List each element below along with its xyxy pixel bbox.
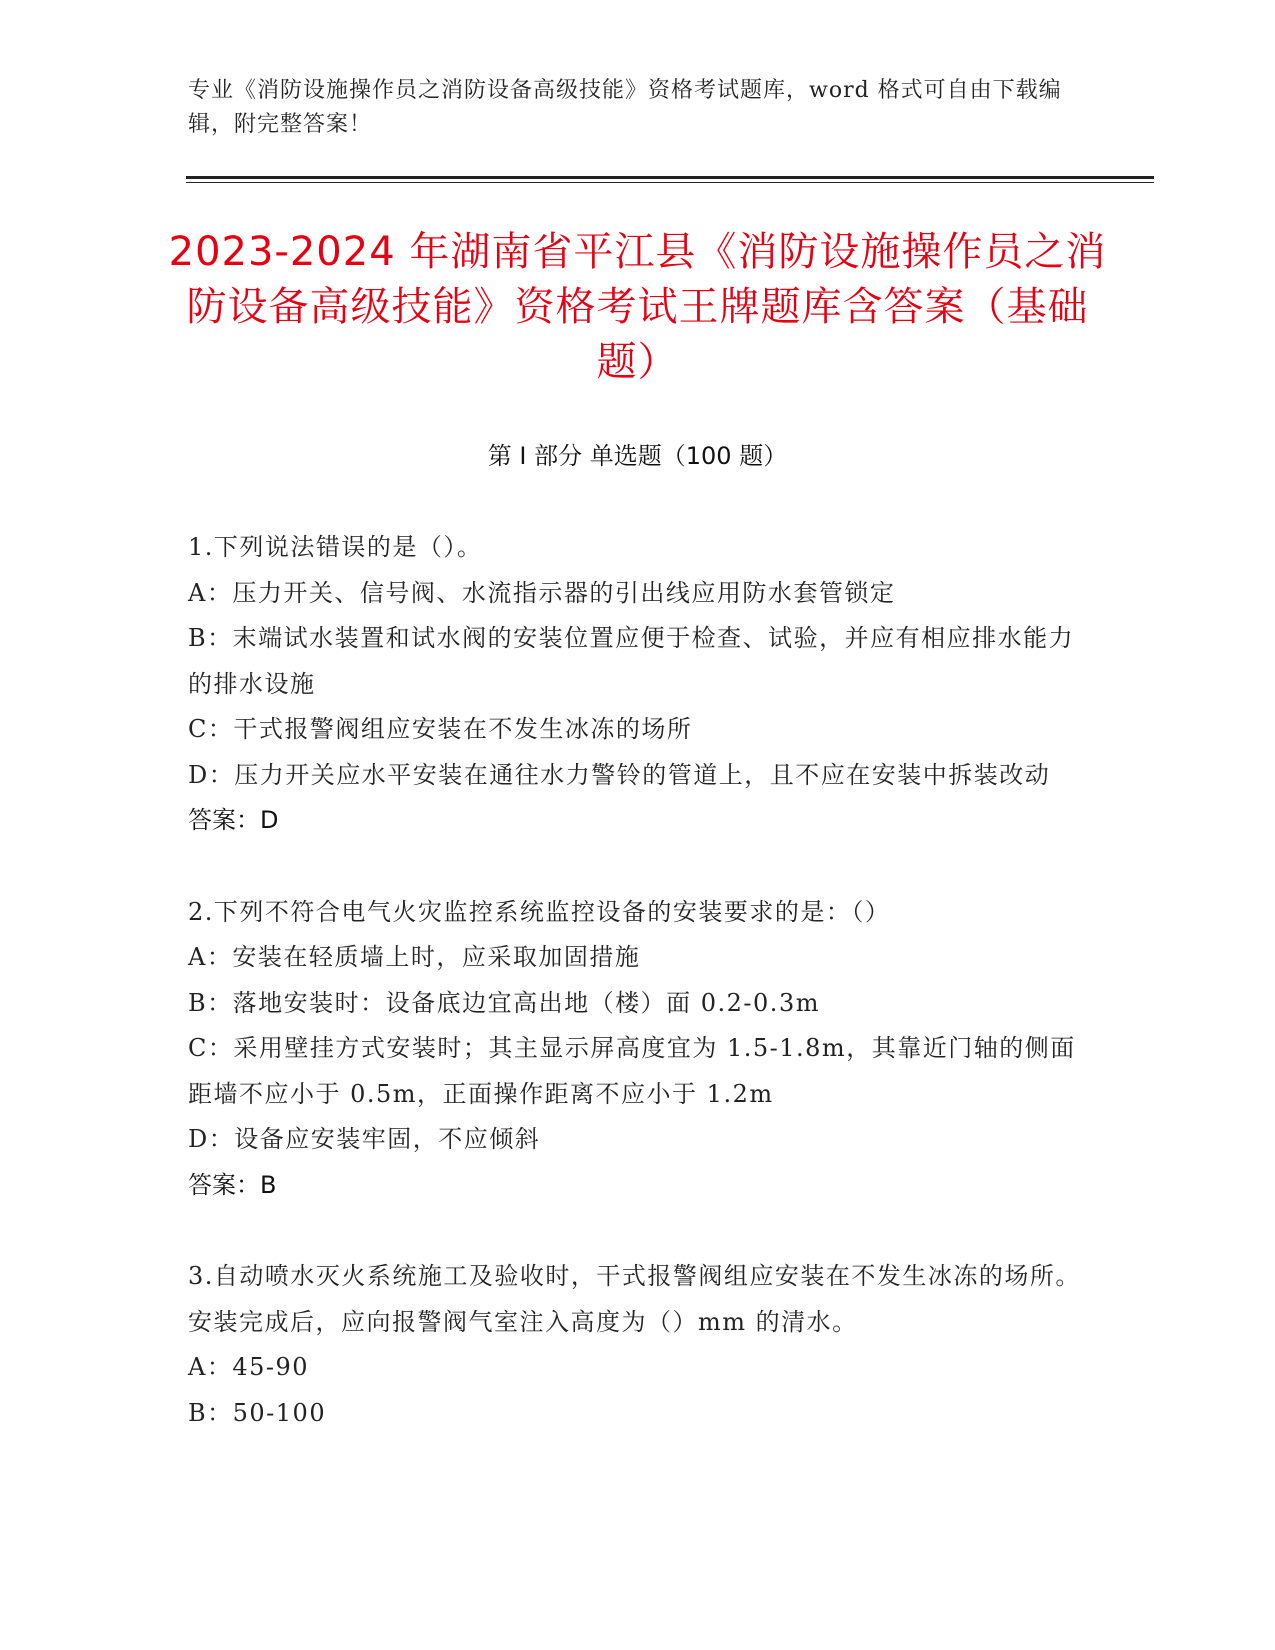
question-stem: 1.下列说法错误的是（）。 xyxy=(188,533,483,561)
header-rule-thin xyxy=(186,182,1154,183)
question-2 xyxy=(188,890,1088,1209)
document-title: 2023-2024 年湖南省平江县《消防设施操作员之消防设备高级技能》资格考试王牌题库含答案（基础题） xyxy=(168,229,1107,385)
answer: 答案：D xyxy=(188,806,279,834)
question-stem: 2.下列不符合电气火灾监控系统监控设备的安装要求的是：（） xyxy=(188,897,891,926)
option-a: A：45-90 xyxy=(188,1353,310,1381)
option-d: D：压力开关应水平安装在通往水力警铃的管道上，且不应在安装中拆装改动 xyxy=(188,760,1051,789)
question-3 xyxy=(188,1254,1088,1436)
section-title: 第 I 部分 单选题（100 题） xyxy=(487,442,788,470)
option-b: B：末端试水装置和试水阀的安装位置应便于检查、试验，并应有相应排水能力的排水设施 xyxy=(188,624,1075,698)
header-note: 专业《消防设施操作员之消防设备高级技能》资格考试题库，word 格式可自由下载编辑，附完整答案！ xyxy=(188,78,1062,137)
option-c: C：干式报警阀组应安装在不发生冰冻的场所 xyxy=(188,715,693,743)
question-list xyxy=(188,525,1088,1482)
question-stem: 3.自动喷水灭火系统施工及验收时，干式报警阀组应安装在不发生冰冻的场所。安装完成后，应向报警阀气室注入高度为（）mm 的清水。 xyxy=(188,1262,1081,1336)
option-d: D：设备应安装牢固，不应倾斜 xyxy=(188,1125,541,1153)
header-rule-thick xyxy=(186,176,1154,179)
option-c: C：采用壁挂方式安装时；其主显示屏高度宜为 1.5-1.8m，其靠近门轴的侧面距墙不应小于 0.5m，正面操作距离不应小于 1.2m xyxy=(188,1034,1076,1108)
option-a: A：安装在轻质墙上时，应采取加固措施 xyxy=(188,943,641,971)
option-a: A：压力开关、信号阀、水流指示器的引出线应用防水套管锁定 xyxy=(188,578,896,607)
question-1 xyxy=(188,525,1088,844)
option-b: B：落地安装时：设备底边宜高出地（楼）面 0.2-0.3m xyxy=(188,988,820,1017)
option-b: B：50-100 xyxy=(188,1398,327,1427)
answer: 答案：B xyxy=(188,1170,277,1199)
